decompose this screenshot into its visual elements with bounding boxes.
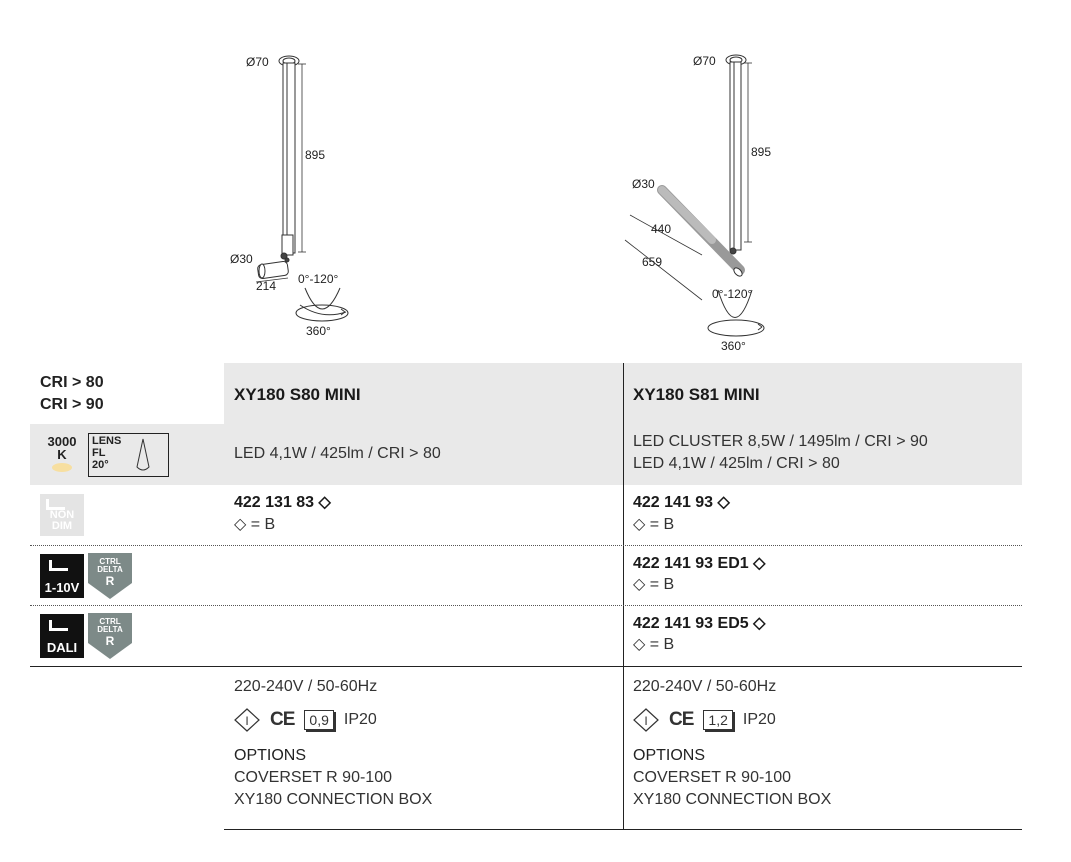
dim-height-left: 895 — [305, 148, 326, 162]
lens-angle: 20° — [92, 459, 109, 471]
technical-drawings — [0, 0, 1071, 362]
dim-dia-top-right: Ø70 — [693, 54, 716, 68]
code-s80: 422 131 83 ◇ — [234, 494, 331, 511]
dali-label: DALI — [46, 640, 78, 655]
led-spec-s81-single: LED 4,1W / 425lm / CRI > 80 — [633, 455, 840, 472]
led-spec-s81-cluster: LED CLUSTER 8,5W / 1495lm / CRI > 90 — [633, 433, 928, 450]
class-value-s80: 0,9 — [304, 710, 333, 730]
code-ed1-note: ◇ = B — [633, 576, 675, 593]
column-divider — [623, 363, 624, 829]
beam-cone-icon — [133, 437, 153, 473]
ce-mark-icon-2: CE — [669, 709, 694, 730]
dim-head-len-left: 214 — [256, 279, 277, 293]
insulation-mark: I — [245, 714, 249, 728]
ip-rating-s80: IP20 — [343, 711, 377, 728]
options-title-s80: OPTIONS — [234, 747, 307, 764]
led-spec-s80: LED 4,1W / 425lm / CRI > 80 — [234, 445, 441, 462]
color-temp-unit: K — [57, 447, 67, 462]
r-label: R — [105, 574, 115, 588]
code-ed5: 422 141 93 ED5 ◇ — [633, 615, 766, 632]
class-value-s81: 1,2 — [703, 710, 732, 730]
delta-label: DELTA — [97, 565, 123, 574]
lens-icon — [88, 433, 169, 477]
color-temp-value: 3000 — [47, 434, 77, 449]
insulation-class-icon — [234, 708, 260, 732]
delta-label-2: DELTA — [97, 625, 123, 634]
row-divider-1 — [30, 545, 1022, 546]
code-s80-note: ◇ = B — [234, 516, 276, 533]
ce-mark-icon: CE — [270, 709, 295, 730]
voltage-s81: 220-240V / 50-60Hz — [633, 678, 777, 695]
dim-dia-head-left: Ø30 — [230, 252, 253, 266]
cri-header — [40, 372, 104, 416]
dimming-1-10v-label: 1-10V — [44, 580, 80, 595]
cri-label-80: CRI > 80 — [40, 374, 104, 391]
code-ed1: 422 141 93 ED1 ◇ — [633, 555, 766, 572]
option-coverset-s81: COVERSET R 90-100 — [633, 769, 791, 786]
cert-row-s81 — [633, 708, 776, 732]
dim-tilt-left: 0°-120° — [298, 272, 339, 286]
dim-rotation-left: 360° — [306, 324, 331, 338]
r-label-2: R — [105, 634, 115, 648]
product-title-s81: XY180 S81 MINI — [633, 385, 760, 404]
insulation-mark-2: I — [644, 714, 648, 728]
code-s81: 422 141 93 ◇ — [633, 494, 730, 511]
option-connection-box-s81: XY180 CONNECTION BOX — [633, 791, 832, 808]
lens-label: LENS — [92, 435, 122, 447]
dim-dia-head-right: Ø30 — [632, 177, 655, 191]
insulation-class-icon-2 — [633, 708, 659, 732]
ctrl-delta-r-icon-2 — [88, 613, 132, 659]
dim-rotation-right: 360° — [721, 339, 746, 353]
ctrl-label: CTRL — [99, 557, 121, 566]
warm-light-icon — [52, 463, 72, 472]
dim-tilt-right: 0°-120° — [712, 287, 753, 301]
ctrl-delta-r-icon — [88, 553, 132, 599]
option-connection-box-s80: XY180 CONNECTION BOX — [234, 791, 433, 808]
cert-row-s80 — [234, 708, 377, 732]
code-s81-note: ◇ = B — [633, 516, 675, 533]
voltage-s80: 220-240V / 50-60Hz — [234, 678, 378, 695]
dimming-1-10v-icon — [40, 554, 84, 598]
non-dim-icon — [40, 494, 84, 536]
product-title-s80: XY180 S80 MINI — [234, 385, 361, 404]
table-bottom-rule — [224, 829, 1022, 830]
lens-type: FL — [92, 447, 106, 459]
option-coverset-s80: COVERSET R 90-100 — [234, 769, 392, 786]
cri-label-90: CRI > 90 — [40, 396, 104, 413]
code-ed5-note: ◇ = B — [633, 636, 675, 653]
row-divider-3 — [30, 666, 1022, 667]
dim-height-right: 895 — [751, 145, 772, 159]
color-temp-icon — [40, 432, 84, 476]
dali-icon — [40, 614, 84, 658]
dim-dia-top-left: Ø70 — [246, 55, 269, 69]
non-dim-label-1: NON — [49, 509, 75, 521]
options-title-s81: OPTIONS — [633, 747, 706, 764]
row-divider-2 — [30, 605, 1022, 606]
dim-arm-len-right: 440 — [651, 222, 672, 236]
non-dim-label-2: DIM — [51, 520, 73, 532]
ip-rating-s81: IP20 — [742, 711, 776, 728]
ctrl-label-2: CTRL — [99, 617, 121, 626]
dim-total-len-right: 659 — [642, 255, 663, 269]
